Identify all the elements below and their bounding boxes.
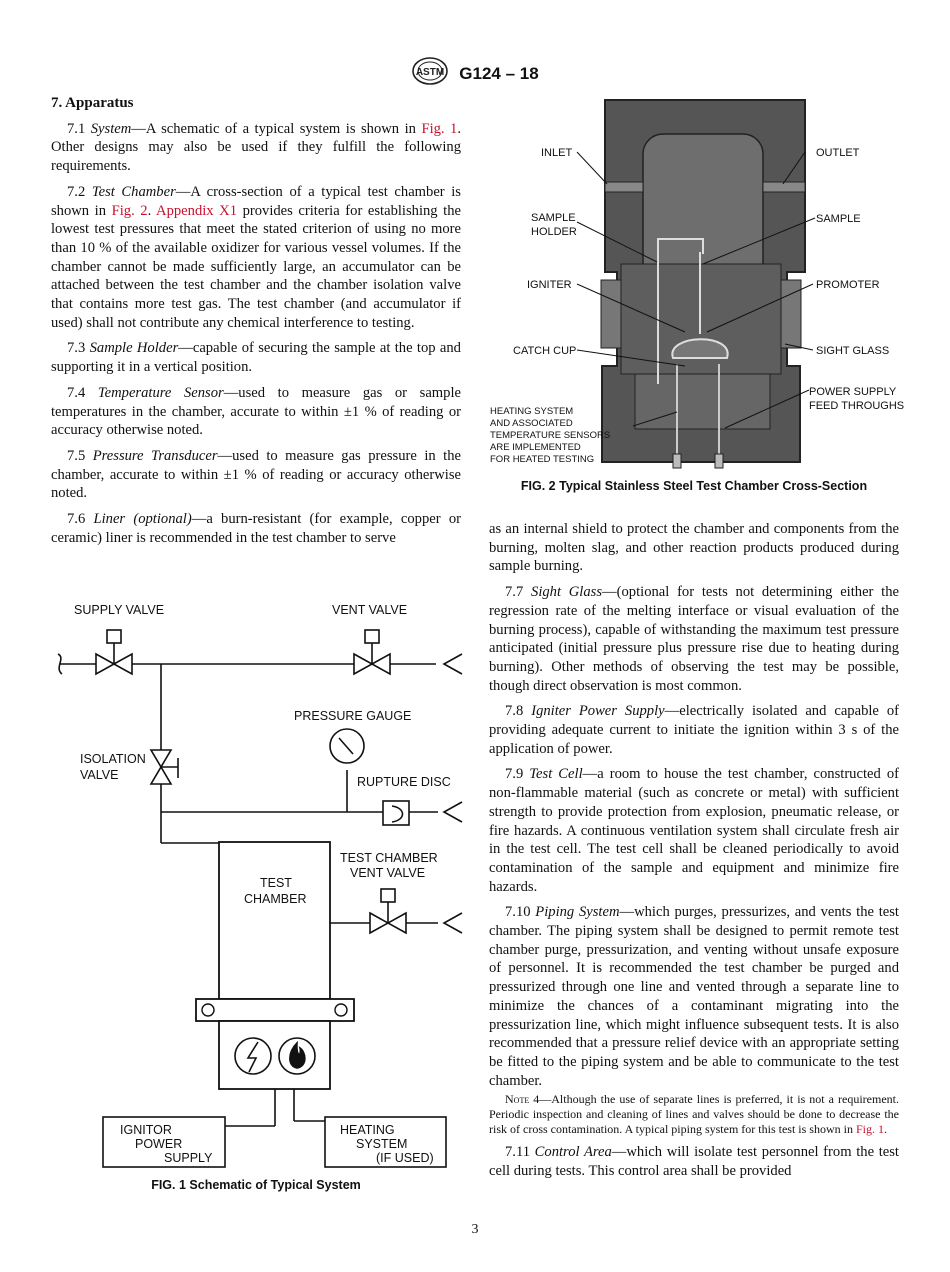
igniter-label: IGNITER [527,279,572,291]
fig1-link-note[interactable]: Fig. 1 [855,1122,884,1137]
pressure-gauge-icon [330,729,364,763]
sample-holder-label-2: HOLDER [531,226,577,238]
right-sight-glass [781,280,801,348]
para-7-2: 7.2 Test Chamber—A cross-section of a typical test chamber is shown in Fig. 2. Appendix X1 provides criteria for establishing the lowest test pressures that meet the stated criterion of using no more than 10 % of the available oxidizer for various vessel volumes. If the chamber cannot be made sufficiently large, an accumulator can be attached between the test chamber and the chamber isolation valve that contains more test gas. The test chamber (and accumulator if used) shall not contribute any chemical interference to testing. [51,183,461,331]
sample-label: SAMPLE [816,213,861,225]
para-7-8: 7.8 Igniter Power Supply—electrically isolated and capable of providing adequate current to initiate the ignition within 3 s of the application of power. [489,703,900,757]
fig1-diagram [50,596,470,1178]
outlet-label: OUTLET [816,147,860,159]
para-7-6-continued: as an internal shield to protect the chamber and components from the burning, molten slag, and other reaction products produced during sample burning. [489,521,899,575]
note-4: Note 4—Although the use of separate lines is preferred, it is not a requirement. Periodic inspection and cleaning of lines and valves should be done to decrease the risk of cross contamination. A typical piping system for this test is shown in Fig. 1. [489,1092,899,1137]
isolation-valve-icon [151,750,178,784]
supply-valve-label: SUPPLY VALVE [74,603,165,617]
para-7-1: 7.1 System—A schematic of a typical system is shown in Fig. 1. Other designs may also be used if they fulfill the following requirements. [51,120,462,175]
fig2-diagram [485,94,905,479]
right-column [489,520,899,1188]
sight-glass-label: SIGHT GLASS [816,345,890,357]
supply-valve-icon [96,630,132,674]
left-sight-glass [601,280,621,348]
astm-logo-icon [411,56,449,91]
para-7-11: 7.11 Control Area—which will isolate test personnel from the test cell during tests. This control area shall be provided [489,1144,899,1180]
tc-vent-valve-label-1: TEST CHAMBER [340,851,438,865]
fig2-caption: FIG. 2 Typical Stainless Steel Test Chamber Cross-Section [520,479,868,493]
rupture-disc-icon [383,801,409,825]
promoter-label: PROMOTER [816,279,880,291]
para-7-4: 7.4 Temperature Sensor—used to measure gas or sample temperatures in the chamber, accurate to within ±1 % of reading or accuracy otherwise noted. [51,384,461,439]
power-supply-label-1: POWER SUPPLY [809,386,897,398]
left-column [51,94,461,554]
para-7-7: 7.7 Sight Glass—(optional for tests not determining either the regression rate of the melting interface or visual evaluation of the burning process), capable of withstanding the maximum test pressure anticipated (initial pressure plus pressure rise due to heating during burning). Other methods of observing the test may be possible, though direct observation is most common. [489,584,900,694]
document-code: G124 – 18 [459,63,539,83]
isolation-valve-label-1: ISOLATION [80,752,146,766]
heating-note-1: HEATING SYSTEM [490,406,574,417]
appendix-x1-link[interactable]: Appendix X1 [156,202,237,219]
fig2-link[interactable]: Fig. 2 [111,202,148,219]
vent-valve-icon [354,630,390,674]
test-chamber-label-2: CHAMBER [244,892,307,906]
flame-symbol-icon [279,1038,315,1074]
fig1-caption: FIG. 1 Schematic of Typical System [151,1178,361,1192]
heating-note-2: AND ASSOCIATED [490,418,573,429]
page-header [0,56,950,91]
heating-note-3: TEMPERATURE SENSORS [490,430,611,441]
igniter-symbol-icon [235,1038,271,1074]
heating-note-4: ARE IMPLEMENTED [490,442,581,453]
para-7-6: 7.6 Liner (optional)—a burn-resistant (for example, copper or ceramic) liner is recommended in the test chamber to serve [51,511,461,546]
vent-valve-label: VENT VALVE [332,603,408,617]
outlet-port [763,182,805,192]
inlet-port [605,182,643,192]
page-number: 3 [471,1222,479,1237]
heating-label-3: (IF USED) [376,1151,434,1165]
test-chamber-label-1: TEST [260,876,292,890]
tc-vent-valve-label-2: VENT VALVE [350,866,426,880]
chamber-body [602,100,805,462]
power-supply-label-2: FEED THROUGHS [809,400,905,412]
ignitor-label-2: POWER [135,1137,183,1151]
para-7-5: 7.5 Pressure Transducer—used to measure gas pressure in the chamber, accurate to within ±1 % of reading or accuracy otherwise noted. [51,447,461,502]
sample-holder-label-1: SAMPLE [531,212,576,224]
catch-cup-label: CATCH CUP [513,345,577,357]
test-chamber-vent-valve-icon [370,889,406,933]
para-7-9: 7.9 Test Cell—a room to house the test chamber, constructed of non-flammable material (such as concrete or metal) with sufficient strength to provide protection from explosion, pneumatic release, or fire hazards. A continuous ventilation system shall circulate fresh air in the test cell. The test cell shall be cleaned periodically to avoid contamination of the sample and equipment and minimize fire hazards. [489,766,899,895]
ignitor-label-3: SUPPLY [164,1151,213,1165]
heating-label-2: SYSTEM [356,1137,408,1151]
ignitor-label-1: IGNITOR [120,1123,172,1137]
heating-note-5: FOR HEATED TESTING [490,454,595,465]
inlet-label: INLET [541,147,573,159]
svg-text:ASTM: ASTM [416,67,445,78]
para-7-3: 7.3 Sample Holder—capable of securing the sample at the top and supporting it in a vertical position. [51,340,461,376]
isolation-valve-label-2: VALVE [80,768,119,782]
para-7-10: 7.10 Piping System—which purges, pressurizes, and vents the test chamber. The piping system shall be designed to permit remote test chamber purge, pressurization, and venting without unsafe exposure of personnel. It is recommended the test chamber be purged and pressurized through one line and vented through a separate line to minimize the chances of a contaminant migrating into the pressurization line, which might influence subsequent tests. It is also recommended that a pressure relief device with an appropriate setting be fitted to the piping system and be able to communicate to the test chamber. [489,904,899,1089]
rupture-disc-label: RUPTURE DISC [357,775,451,789]
section-heading: 7. Apparatus [51,95,134,111]
pressure-gauge-label: PRESSURE GAUGE [294,709,412,723]
heating-label-1: HEATING [340,1123,395,1137]
fig1-link[interactable]: Fig. 1 [421,120,458,137]
